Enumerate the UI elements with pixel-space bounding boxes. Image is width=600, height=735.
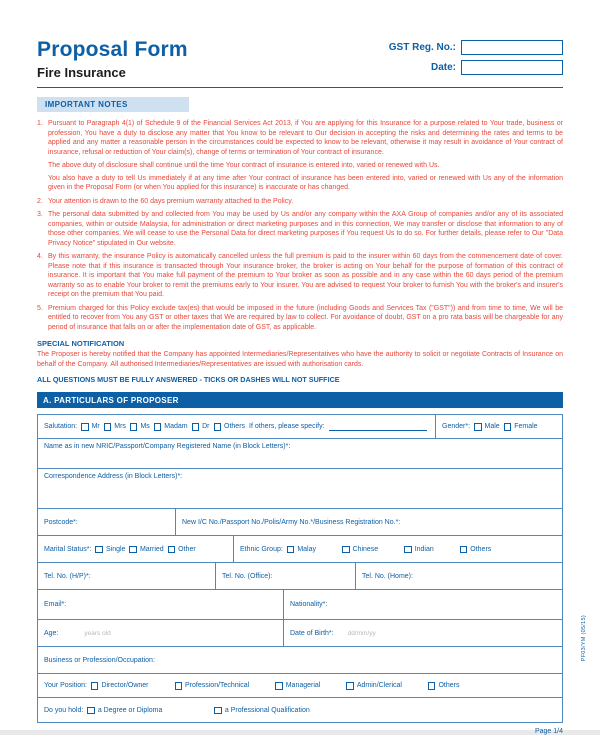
tel-home-label: Tel. No. (Home): xyxy=(362,572,413,580)
note-text: The above duty of disclosure shall continue until the time Your contract of insurance is entered into, varied or renewed with Us. xyxy=(48,161,440,169)
note-text: The personal data submitted by and collected from You may be used by Us and/or any company within the AXA Group of companies and/or any of its associated companies, within or outside Malaysia, for administration or direct marketing purposes and in this connection, We may transfer or disclose that information to any of those other companies. We will cease to use the Personal Data for direct marketing purposes if You request Us to do so. For further details, please refer to Our "Data Privacy Notice" stipulated in Our website. xyxy=(48,211,563,247)
others-specify-label: If others, please specify: xyxy=(249,423,325,431)
note-number: 4. xyxy=(37,253,43,261)
dob-placeholder: dd/mm/yy xyxy=(347,629,376,637)
qualification-row xyxy=(38,698,562,722)
important-notes-heading: IMPORTANT NOTES xyxy=(37,97,189,112)
header-fields xyxy=(389,40,563,80)
note-item xyxy=(37,210,563,248)
nationality-label: Nationality*: xyxy=(290,601,328,609)
ic-number-label: New I/C No./Passport No./Polis/Army No.*/Business Registration No.*: xyxy=(182,518,401,526)
checkbox-others-ethnic[interactable] xyxy=(460,546,468,554)
checkbox-mr[interactable] xyxy=(81,423,89,431)
tel-hp-field[interactable] xyxy=(38,563,216,589)
address-field[interactable] xyxy=(38,469,562,508)
tel-home-field[interactable] xyxy=(356,563,562,589)
name-row xyxy=(38,439,562,469)
checkbox-malay[interactable] xyxy=(287,546,295,554)
ethnic-group-cell: Ethnic Group: Malay Chinese Indian Others xyxy=(240,545,492,553)
note-item xyxy=(37,119,563,193)
age-dob-row xyxy=(38,620,562,647)
date-field-row xyxy=(389,60,563,75)
note-text: Pursuant to Paragraph 4(1) of Schedule 9 of the Financial Services Act 2013, if You are applying for this Insurance for a purpose related to Your trade, business or profession, You have a duty to disclose any matter that You know to be relevant to Our decision in accepting the risks and determining the rates and terms to be applied and any matter a reasonable person in the circumstances could be expected to know to be relevant, otherwise it may result in avoidance of Your contract of insurance, refusal or reduction of Your claim(s), change of terms or termination of Your contract of insurance. xyxy=(48,120,563,156)
date-input[interactable] xyxy=(461,60,563,75)
section-a-heading: A. PARTICULARS OF PROPOSER xyxy=(37,392,563,408)
checkbox-others-position[interactable] xyxy=(428,682,436,690)
gst-label: GST Reg. No.: xyxy=(388,42,456,53)
gender-cell: Gender*: Male Female xyxy=(442,423,538,431)
note-text: You also have a duty to tell Us immediately if at any time after Your contract of insurance has been entered into, varied or renewed with Us any of the information given in the Proposal Form (or when You applied for this insurance) is inaccurate or has changed. xyxy=(48,174,563,192)
age-placeholder: years old xyxy=(84,629,111,637)
age-field[interactable] xyxy=(38,620,284,646)
note-item xyxy=(37,252,563,300)
qualification-label: Do you hold: xyxy=(44,706,84,714)
checkbox-mrs[interactable] xyxy=(104,423,112,431)
marital-ethnic-row xyxy=(38,536,562,563)
email-field[interactable] xyxy=(38,590,284,619)
salutation-label: Salutation: xyxy=(44,423,78,431)
others-specify-input[interactable] xyxy=(329,423,427,431)
checkbox-others-salutation[interactable] xyxy=(214,423,222,431)
header-divider xyxy=(37,87,563,88)
name-label: Name as in new NRIC/Passport/Company Registered Name (in Block Letters)*: xyxy=(44,443,291,451)
gst-field-row xyxy=(389,40,563,55)
form-titles xyxy=(37,38,188,80)
note-text: Your attention is drawn to the 60 days premium warranty attached to the Policy. xyxy=(48,197,294,205)
position-row xyxy=(38,674,562,698)
position-label: Your Position: xyxy=(44,682,87,690)
dob-label: Date of Birth*: xyxy=(290,629,334,637)
position-cell: Your Position: Director/Owner Profession/Technical Managerial Admin/Clerical Others xyxy=(44,682,460,690)
email-nationality-row xyxy=(38,590,562,620)
checkbox-female[interactable] xyxy=(504,423,512,431)
dob-field[interactable] xyxy=(284,620,562,646)
all-questions-note: ALL QUESTIONS MUST BE FULLY ANSWERED - TICKS OR DASHES WILL NOT SUFFICE xyxy=(37,375,340,385)
address-row xyxy=(38,469,562,509)
note-text: By this warranty, the insurance Policy is automatically cancelled unless the full premium is paid to the insurer within 60 days from the commencement date of cover. Please note that if this insurance is transacted through Your insurance broker, the broker is acting on Your behalf for the purpose of formation of this contract of insurance. It is important that You make full payment of the premium to Your broker as soon as possible and in any case within the 60 days period of the premium warranty so as to enable Your broker to remit the premiums early to Your insurer. You are advised to request Your broker to furnish You with the broker's and insurer's receipt on the premium that You paid. xyxy=(48,253,563,299)
checkbox-madam[interactable] xyxy=(154,423,162,431)
checkbox-single[interactable] xyxy=(95,546,103,554)
page-number: Page 1/4 xyxy=(534,728,563,735)
note-number: 3. xyxy=(37,211,43,219)
note-item xyxy=(37,304,563,333)
business-field[interactable] xyxy=(38,647,562,673)
name-field[interactable] xyxy=(38,439,562,468)
business-row xyxy=(38,647,562,674)
marital-status-cell: Marital Status*: Single Married Other xyxy=(38,536,234,562)
checkbox-chinese[interactable] xyxy=(342,546,350,554)
special-notification-body: The Proposer is hereby notified that the Company has appointed Intermediaries/Representatives who have the authority to solicit or negotiate Contracts of Insurance on behalf of the Company. All authorised Intermediaries/Representatives are issued with authorisation cards. xyxy=(37,351,563,368)
ic-number-field[interactable] xyxy=(176,509,562,535)
gst-input[interactable] xyxy=(461,40,563,55)
qualification-cell: Do you hold: a Degree or Diploma a Professional Qualification xyxy=(44,706,310,714)
email-label: Email*: xyxy=(44,601,67,609)
note-number: 5. xyxy=(37,304,43,312)
proposer-details-table xyxy=(37,414,563,723)
checkbox-professional-qualification[interactable] xyxy=(214,707,222,715)
checkbox-ms[interactable] xyxy=(130,423,138,431)
special-notification-heading: SPECIAL NOTIFICATION xyxy=(37,339,125,349)
salutation-cell: Salutation: Mr Mrs Ms Madam Dr Others If others, please specify: xyxy=(38,415,436,438)
address-label: Correspondence Address (in Block Letters)*: xyxy=(44,473,183,481)
checkbox-male[interactable] xyxy=(474,423,482,431)
postcode-row xyxy=(38,509,562,536)
form-code: PF03/YM (05/15) xyxy=(581,615,587,662)
checkbox-managerial[interactable] xyxy=(275,682,283,690)
note-number: 2. xyxy=(37,197,43,205)
note-text: Premium charged for this Policy exclude tax(es) that would be imposed in the future (including Goods and Services Tax ("GST")) and from time to time, We will be entitled to recover from You any GST or other taxes that We are required by law to collect. For avoidance of doubt, GST on a pro rata basis will be chargeable for any period of insurance that falls on or after the implementation date of GST, as applicable. xyxy=(48,304,563,331)
page-title: Proposal Form xyxy=(37,38,188,61)
gender-label: Gender*: xyxy=(442,423,471,431)
checkbox-other-marital[interactable] xyxy=(168,546,176,554)
checkbox-indian[interactable] xyxy=(404,546,412,554)
checkbox-degree-diploma[interactable] xyxy=(87,707,95,715)
business-label: Business or Profession/Occupation: xyxy=(44,656,155,664)
tel-office-label: Tel. No. (Office): xyxy=(222,572,273,580)
checkbox-married[interactable] xyxy=(129,546,137,554)
tel-office-field[interactable] xyxy=(216,563,356,589)
salutation-row xyxy=(38,415,562,439)
telephone-row xyxy=(38,563,562,590)
checkbox-admin-clerical[interactable] xyxy=(346,682,354,690)
page-subtitle: Fire Insurance xyxy=(37,65,126,80)
note-item xyxy=(37,197,563,207)
marital-status-label: Marital Status*: xyxy=(44,545,92,553)
important-notes-list xyxy=(37,119,563,332)
postcode-label: Postcode*: xyxy=(44,518,78,526)
ethnic-group-label: Ethnic Group: xyxy=(240,545,283,553)
postcode-field[interactable] xyxy=(38,509,176,535)
age-label: Age: xyxy=(44,629,59,637)
checkbox-director-owner[interactable] xyxy=(91,682,99,690)
checkbox-dr[interactable] xyxy=(192,423,200,431)
tel-hp-label: Tel. No. (H/P)*: xyxy=(44,572,91,580)
nationality-field[interactable] xyxy=(284,590,562,619)
date-label: Date: xyxy=(430,62,456,73)
form-header xyxy=(37,38,563,80)
note-number: 1. xyxy=(37,120,43,127)
checkbox-profession-technical[interactable] xyxy=(175,682,183,690)
